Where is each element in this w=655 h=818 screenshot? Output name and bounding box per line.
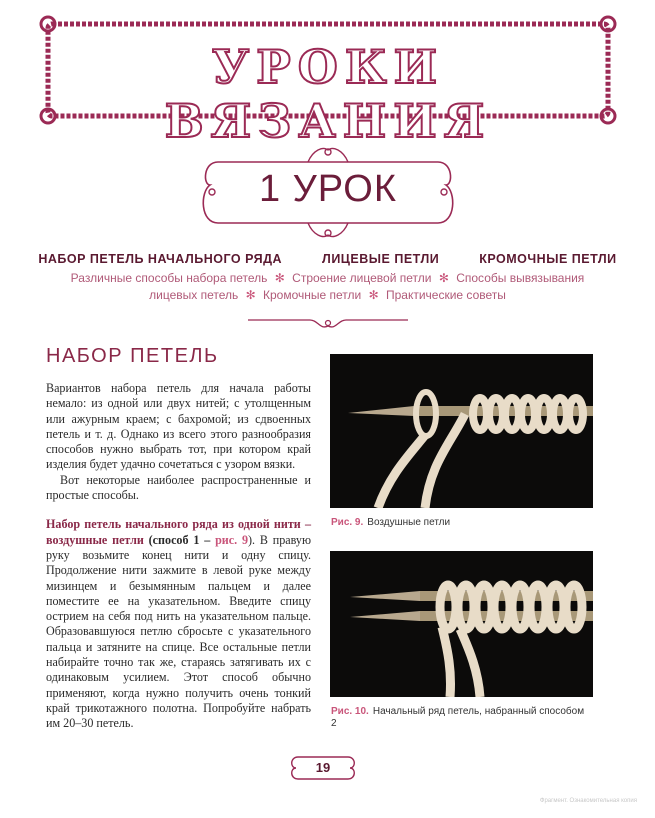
paragraph-lead: Набор петель начального ряда из одной нити – воздушные петли <box>46 517 311 547</box>
paragraph: Вариантов набора петель для начала работы немало: из одной или двух нитей; с утолщенным или ажурным краем; с бахромой; из сдвоенных петель и т. д. Однако из всего этого разнообразия способов нужно выбрать тот, при котором край изделия будет удачно сочетаться с узором вязки. <box>46 381 311 472</box>
banner-title: УРОКИ ВЯЗАНИЯ <box>164 40 492 148</box>
snowflake-separator-icon: ✻ <box>245 288 256 302</box>
section-heading: НАБОР ПЕТЕЛЬ <box>46 345 219 367</box>
page-number-badge <box>288 753 358 788</box>
subtopic-list <box>60 270 595 304</box>
method-label: (способ 1 – <box>143 532 216 547</box>
knitting-needle-loops-icon <box>330 354 593 508</box>
topic-list <box>0 252 655 266</box>
topic-item: ЛИЦЕВЫЕ ПЕТЛИ <box>322 252 440 266</box>
subtopic-item: Способы вывязывания лицевых петель <box>149 271 585 302</box>
topic-item: КРОМОЧНЫЕ ПЕТЛИ <box>479 252 617 266</box>
knitting-needles-row-icon <box>330 551 593 697</box>
snowflake-separator-icon: ✻ <box>438 271 449 285</box>
lesson-frame <box>198 140 458 245</box>
snowflake-separator-icon: ✻ <box>368 288 379 302</box>
ornament-divider-icon <box>248 312 408 332</box>
figure-caption-text: Воздушные петли <box>367 517 451 528</box>
subtopic-item: Различные способы набора петель <box>70 271 268 285</box>
topic-item: НАБОР ПЕТЕЛЬ НАЧАЛЬНОГО РЯДА <box>38 252 283 266</box>
paragraph: Вот некоторые наиболее распространенные и простые способы. <box>46 472 311 503</box>
subtopic-item: Строение лицевой петли <box>292 271 432 285</box>
paragraph <box>46 517 311 731</box>
figure-reference-link[interactable]: рис. 9 <box>215 532 249 547</box>
lesson-title: 1 УРОК <box>258 168 398 210</box>
paragraph-text: ). В правую руку возьмите конец нити и одну спицу. Продолжение нити зажмите в левой руке между мизинцем и безымянным пальцем и далее поместите ее на указательном. Введите спицу острием на себя под нить на указательном пальце. Образовавшуюся петлю сбросьте с указательного пальца и затяните на спице. Все остальные петли набирайте точно так же, стараясь затягивать их с одинаковым усилием. Этот способ обычно применяют, когда нужно получить очень тонкий край трикотажного полотна. Попробуйте набрать им 20–30 петель. <box>46 532 312 731</box>
body-text <box>46 381 311 732</box>
figure-9-photo <box>330 354 593 508</box>
figure-10-caption <box>331 706 591 730</box>
subtopic-item: Кромочные петли <box>263 288 362 302</box>
snowflake-separator-icon: ✻ <box>274 271 285 285</box>
subtopic-item: Практические советы <box>385 288 506 302</box>
footnote: Фрагмент. Ознакомительная копия <box>539 798 637 804</box>
figure-number: Рис. 10. <box>331 706 369 717</box>
rope-banner <box>38 14 618 148</box>
figure-9-caption <box>331 517 591 529</box>
figure-caption-text: Начальный ряд петель, набранный способом 2 <box>331 706 585 729</box>
figure-number: Рис. 9. <box>331 517 364 528</box>
figure-10-photo <box>330 551 593 697</box>
page-number: 19 <box>315 760 331 775</box>
